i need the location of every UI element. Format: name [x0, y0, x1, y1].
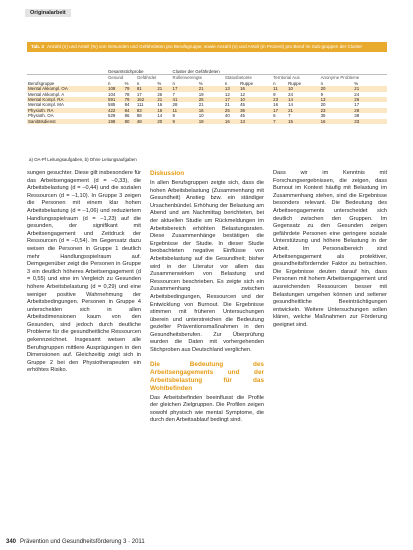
- table-cell: 10: [198, 113, 204, 119]
- table-cell: 10: [240, 97, 245, 103]
- table-cell: 529: [108, 113, 116, 119]
- text-column-2: [150, 170, 264, 425]
- table-caption-label: Tab. 3: [31, 44, 44, 49]
- table-row-label: Sanitätsdienst: [28, 118, 56, 124]
- body-paragraph: In allen Berufsgruppen zeigte sich, dass die hohen Arbeitsbelastung (Zusammenhang mit Gesundheit) Anstieg bzw. ein ständiger Ursachenbündel. Erhöhung der Belastung am Abend und am Nachmittag berichteten, bei der aktuellen Studie um Rückmeldungen im Arbeitsbereich erhöhten Belastungsraten. Diese Zusammenhänge bestätigen die Ergebnisse der Studie. In dieser Studie beobachteten negative Einflüsse von Arbeitsbelastung auf die Gesundheit; bisher wird in der Literatur vor allem das Zusammenwirken von Belastung und Ressourcen beschrieben. Es zeigte sich ein Zusammenhang zwischen Arbeitsbedingungen, Ressourcen und der Entwicklung von Burnout. Die Ergebnisse stimmen mit früheren Untersuchungen überein und unterstreichen die Bedeutung gezielter Präventionsmaßnahmen in den Gesundheitsberufen. Zur Überprüfung wurden die Daten mit vorhergehenden Stichproben aus Deutschland verglichen.: [150, 180, 264, 354]
- table-cell: 16: [273, 102, 279, 108]
- table-cell: 79: [124, 97, 130, 103]
- table-cell: 6: [273, 113, 276, 119]
- table-cell: 45: [240, 113, 245, 119]
- body-paragraph: sungen gesuchter. Diese gilt insbesondere für das Arbeitsengagement (d = –0,33), die Arbeitsbelastung (d = –0,44) und die sozialen Ressourcen (d = –1,10). In Gruppe 3 zeigen die Personen mit einem klar hohen Arbeitsbelastung (d = –1,06) und reduziertem Handlungsspielraum (d = –1,23) auf die gesunden, der signifikant mit Arbeitsengagement und Zeitdruck der Ressourcen (d = –0,54). Im Gegensatz dazu weisen die Personen in Gruppe 1 deutlich mehr Handlungsspielraum auf. Demgegenüber zeigt die Personen in Gruppe 3 ein deutlich höheres Arbeitsengagement (d = 0,55) und eine im Vergleich zu Gesunden höhere Arbeitsbelastung (d = 0,29) und eine weniger positive Wahrnehmung der Arbeitsbedingungen. Personen in Gruppe 4 unterscheiden sich in allen Arbeitsdimensionen kaum von den Gesunden, sind jedoch durch deutliche Probleme für die gesundheitliche Ressourcen gekennzeichnet. Insgesamt weisen alle Berufsgruppen mittlere Ausprägungen in den Dimensionen auf. Gleichzeitig zeigt sich in Gruppe 2 bei den Physiotherapeuten ein erhöhtes Risiko.: [27, 170, 141, 374]
- table-header-cell: Ruppe: [288, 80, 302, 86]
- table-cell: 36: [240, 107, 245, 113]
- table-cell: 16: [240, 86, 245, 92]
- table-body: [27, 86, 387, 124]
- table-cell: 111: [136, 102, 144, 108]
- table-header-cell: %: [124, 80, 129, 86]
- table-cell: 16: [224, 118, 230, 124]
- table-cell: 15: [288, 118, 293, 124]
- results-table: [27, 69, 387, 124]
- table-cell: 20: [320, 86, 326, 92]
- table-cell: 35: [320, 113, 326, 119]
- body-paragraph: Dass wir im Kenntnis mit Forschungsergebnissen, die zeigen, dass Burnout im Kontext häufig mit Belastung im Zusammenhang stehen, sind die Ergebnisse besonders relevant. Die Bedeutung des Arbeitsengagements unterscheidet sich deutlich zwischen den Gruppen. Im Gegensatz zu den Gesunden zeigen gefährdete Personen eine geringere soziale Unterstützung und höhere Belastung in der Arbeit. Im Personalbereich sind Arbeitsengagement als protektiver, gesundheitsfördernder Faktor zu betrachten. Die Ergebnisse deuten darauf hin, dass Personen mit hohem Arbeitsengagement und ausreichenden Ressourcen besser mit Belastungen umgehen können und seltener gesundheitliche Beeinträchtigungen entwickeln. Weitere Untersuchungen sollen klären, welche Maßnahmen zur Förderung geeignet sind.: [273, 170, 387, 328]
- table-row-label: Physioth. RA: [28, 107, 54, 113]
- table-cell: 17: [224, 97, 230, 103]
- table-header-cell: Gefährdet: [136, 75, 157, 81]
- table-header-cell: Ruppe: [240, 80, 254, 86]
- table-cell: 12: [224, 91, 230, 97]
- table-cell: 585: [108, 102, 116, 108]
- table-cell: 16: [320, 118, 326, 124]
- table-cell: 13: [224, 86, 230, 92]
- table-cell: 17: [354, 102, 360, 108]
- section-heading-engagement: Die Bedeutung des Arbeitsengagements und der Arbeitsbelastung für das Wohlbefinden: [150, 360, 264, 392]
- table-cell: 19: [198, 91, 204, 97]
- table-cell: 33: [354, 118, 360, 124]
- table-header-cell: n: [273, 80, 276, 86]
- table-header-cell: Gesund: [108, 75, 124, 81]
- table-header-cell: Gesamtstichprobe: [107, 69, 172, 75]
- table-cell: 9: [172, 118, 175, 124]
- table-cell: 23: [320, 107, 326, 113]
- table-cell: 16: [198, 107, 204, 113]
- table-cell: 14: [157, 113, 163, 119]
- table-header-cell: Rollenverengte: [172, 75, 203, 81]
- table-header-cell: n: [320, 80, 324, 86]
- table-cell: 17: [273, 107, 279, 113]
- table-header-cell: Territorial Aus: [273, 75, 300, 81]
- table-cell: 24: [288, 91, 293, 97]
- table-cell: 21: [224, 102, 230, 108]
- table-header-cell: %: [157, 80, 162, 86]
- page-footer: [6, 539, 145, 545]
- table-cell: 78: [124, 91, 130, 97]
- table-header-cell: Statusbetonte: [224, 75, 252, 81]
- table-cell: 591: [108, 97, 116, 103]
- table-cell: 83: [136, 107, 142, 113]
- table-cell: 7: [273, 118, 276, 124]
- table-cell: 25: [224, 107, 230, 113]
- table-cell: 9: [273, 91, 276, 97]
- table-cell: 86: [124, 113, 130, 119]
- table-cell: 21: [157, 86, 163, 92]
- table-cell: 21: [288, 107, 293, 113]
- journal-citation: Prävention und Gesundheitsförderung 3 · 2011: [20, 539, 145, 545]
- table-row-label: Mental Kompl. MA: [28, 102, 64, 108]
- table-cell: 28: [172, 102, 178, 108]
- section-heading-discussion: Diskussion: [150, 170, 185, 177]
- table-row-label: Physioth. OA: [28, 113, 54, 119]
- table-cell: 14: [288, 97, 293, 103]
- table-header-cell: Anonyme Probleme: [320, 75, 360, 81]
- table-footnote: a) OA-Pf Leitungsaufgaben, b) Ohne Leitungsaufgaben: [29, 157, 137, 162]
- table-cell: 84: [124, 102, 130, 108]
- table-cell: 13: [320, 97, 326, 103]
- table-row-label: Mental Akkompl. OA: [28, 86, 68, 92]
- table-cell: 11: [273, 86, 278, 92]
- table-cell: 23: [273, 97, 279, 103]
- table-cell: 7: [288, 113, 291, 119]
- table-cell: 38: [354, 113, 360, 119]
- table-cell: 24: [354, 91, 360, 97]
- table-cell: 12: [240, 91, 245, 97]
- table-header-cell: %: [198, 80, 203, 86]
- table-cell: 17: [172, 86, 178, 92]
- table-cell: 11: [172, 107, 178, 113]
- table-row-label: Mental Akkompl. A: [28, 91, 65, 97]
- table-cell: 88: [136, 113, 142, 119]
- table-row: [27, 119, 387, 124]
- table-header-cell: n: [108, 80, 111, 86]
- table-cell: 21: [354, 86, 360, 92]
- table-cell: 19: [198, 118, 204, 124]
- table-cell: 45: [240, 102, 245, 108]
- section-tag: Originalarbeit: [25, 9, 71, 17]
- table-cell: 16: [157, 102, 163, 108]
- table-cell: 25: [198, 97, 204, 103]
- table-cell: 84: [124, 107, 130, 113]
- table-cell: 41: [172, 97, 178, 103]
- table-caption-text: Anzahl (n) und Anteil (%) von Gesunden und Gefährdeten pro Berufsgruppe, sowie Anzahl (n) und Anteil (in Prozent) pro Beruf im Sub-gruppen der Cluster: [46, 44, 363, 49]
- table-cell: 20: [157, 118, 163, 124]
- body-paragraph: Das Arbeitsbefinden beeinflusst die Profile der gleichen Zielgruppen. Die Profilen zeigen sowohl physisch wie mental Symptome, die durch den Arbeitsablauf bedingt sind.: [150, 394, 264, 424]
- table-cell: 104: [108, 91, 116, 97]
- table-cell: 198: [108, 118, 116, 124]
- table-cell: 422: [108, 107, 116, 113]
- table-cell: 80: [124, 118, 130, 124]
- table-caption: [27, 42, 387, 52]
- table-cell: 108: [108, 86, 116, 92]
- text-column-1: [27, 170, 141, 375]
- table-header-cell: Cluster der Gefährdeten: [172, 69, 387, 75]
- table-cell: 9: [172, 113, 175, 119]
- table-cell: 20: [320, 102, 326, 108]
- table-cell: 40: [224, 113, 230, 119]
- table-header-cell: n: [224, 80, 228, 86]
- table-cell: 21: [198, 102, 204, 108]
- table-cell: 21: [198, 86, 204, 92]
- table-cell: 9: [320, 91, 324, 97]
- table-cell: 7: [172, 91, 175, 97]
- text-column-3: [273, 170, 387, 329]
- table-cell: 13: [240, 118, 245, 124]
- table-row-label: Mental Kompl. RA: [28, 97, 64, 103]
- table-cell: 21: [157, 97, 163, 103]
- table-cell: 79: [124, 86, 130, 92]
- table-header-cell: n: [136, 80, 140, 86]
- table-header-cell: Berufsgruppe: [28, 80, 55, 86]
- table-cell: 26: [157, 91, 163, 97]
- table-cell: 17: [136, 91, 142, 97]
- table-cell: 16: [157, 107, 163, 113]
- page-number: 340: [6, 539, 17, 545]
- table-cell: 26: [354, 97, 360, 103]
- table-cell: 28: [354, 107, 360, 113]
- table-cell: 10: [288, 86, 293, 92]
- table-cell: 14: [288, 102, 293, 108]
- table-header-cell: n: [172, 80, 175, 86]
- table-cell: 81: [136, 86, 142, 92]
- table-cell: 48: [136, 118, 142, 124]
- table-header-cell: %: [354, 80, 359, 86]
- table-cell: 162: [136, 97, 145, 103]
